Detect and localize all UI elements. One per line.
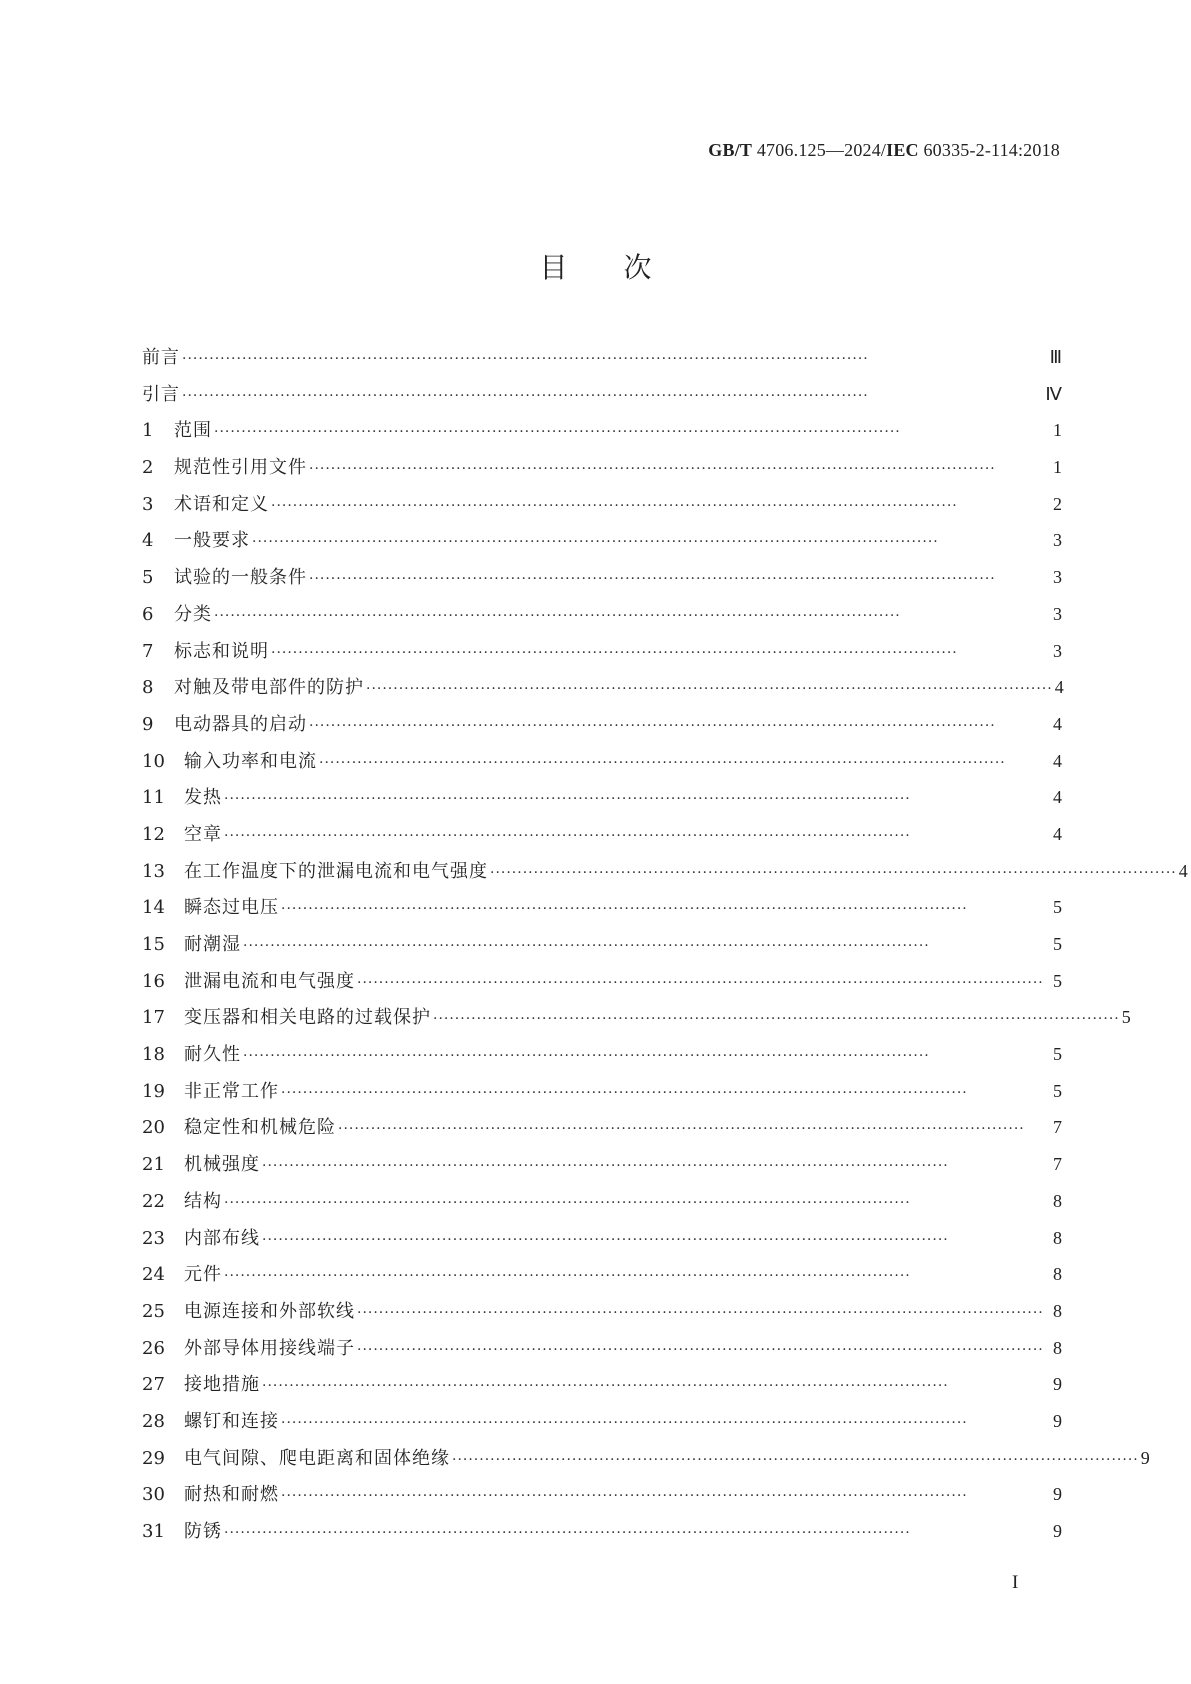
toc-entry[interactable] [142, 779, 1062, 816]
toc-dot-leader: ······························································································································ [214, 424, 901, 441]
toc-dot-leader: ······························································································································ [281, 1084, 968, 1101]
toc-dot-leader: ······························································································································ [224, 1194, 911, 1211]
toc-entry[interactable] [142, 596, 1062, 633]
toc-entry-page: 8 [1053, 1300, 1062, 1321]
toc-entry[interactable] [142, 999, 1131, 1036]
toc-entry[interactable] [142, 449, 1062, 486]
toc-entry[interactable] [142, 1293, 1062, 1330]
toc-entry-page: 3 [1053, 640, 1062, 661]
toc-entry-label: 电气间隙、爬电距离和固体绝缘 [184, 1447, 450, 1469]
toc-entry-page: 4 [1053, 787, 1062, 808]
toc-entry-page: 1 [1053, 420, 1062, 441]
toc-entry-page: 5 [1121, 1007, 1131, 1028]
toc-entry[interactable] [142, 1109, 1062, 1146]
toc-entry-label: 耐潮湿 [184, 934, 241, 955]
toc-dot-leader: ······························································································································ [214, 607, 901, 624]
toc-entry-page: Ⅳ [1045, 383, 1062, 404]
toc-entry[interactable] [142, 706, 1062, 743]
toc-entry-number: 4 [142, 530, 154, 552]
toc-entry-page: 9 [1053, 1410, 1062, 1431]
toc-dot-leader: ······························································································································ [490, 864, 1177, 881]
toc-entry-page: 9 [1053, 1521, 1062, 1541]
toc-entry-number: 19 [142, 1080, 165, 1102]
toc-entry[interactable] [142, 853, 1188, 890]
toc-dot-leader: ······························································································································ [319, 754, 1006, 771]
toc-entry-number: 16 [142, 970, 165, 992]
toc-entry[interactable] [142, 926, 1062, 963]
toc-entry-number: 2 [142, 457, 154, 479]
toc-entry-label: 耐久性 [184, 1044, 241, 1066]
toc-entry[interactable] [142, 633, 1062, 670]
toc-entry[interactable] [142, 1073, 1062, 1110]
toc-entry[interactable] [142, 1403, 1062, 1440]
toc-entry[interactable] [142, 1220, 1062, 1257]
toc-entry-label: 规范性引用文件 [174, 457, 307, 479]
toc-entry[interactable] [142, 1476, 1062, 1513]
table-of-contents [142, 339, 1188, 1550]
toc-dot-leader: ······························································································································ [357, 1341, 1044, 1358]
toc-entry-number: 29 [142, 1447, 165, 1469]
toc-dot-leader: ······························································································································ [271, 644, 958, 661]
toc-entry-label: 瞬态过电压 [184, 897, 279, 919]
toc-entry-number: 24 [142, 1264, 165, 1286]
toc-entry-page: 8 [1053, 1264, 1062, 1285]
toc-entry-label: 空章 [184, 823, 222, 845]
toc-entry-label: 范围 [174, 420, 212, 442]
toc-entry[interactable] [142, 1330, 1062, 1367]
toc-dot-leader: ······························································································································ [262, 1231, 949, 1248]
toc-dot-leader: ······························································································································ [309, 717, 996, 734]
toc-entry-label: 变压器和相关电路的过载保护 [184, 1007, 431, 1029]
toc-entry-label: 螺钉和连接 [184, 1410, 279, 1432]
page-title: 目次 [539, 251, 708, 284]
toc-entry-number: 10 [142, 750, 165, 772]
toc-entry-label: 前言 [142, 347, 180, 368]
toc-entry-page: 5 [1053, 934, 1062, 954]
toc-entry-label: 一般要求 [174, 530, 250, 552]
toc-entry-number: 5 [142, 567, 154, 589]
toc-entry-page: 8 [1053, 1190, 1062, 1211]
toc-dot-leader: ······························································································································ [281, 901, 968, 918]
toc-dot-leader: ······························································································································ [182, 387, 869, 404]
std-iec-number: 60335-2-114:2018 [918, 140, 1060, 160]
toc-entry-label: 非正常工作 [184, 1080, 279, 1102]
toc-entry-label: 防锈 [184, 1521, 222, 1542]
toc-entry-number: 18 [142, 1044, 165, 1066]
toc-entry-label: 泄漏电流和电气强度 [184, 970, 355, 992]
toc-entry[interactable] [142, 963, 1062, 1000]
toc-dot-leader: ······························································································································ [224, 791, 911, 808]
toc-entry-label: 试验的一般条件 [174, 567, 307, 589]
toc-entry-number: 23 [142, 1227, 165, 1249]
toc-entry-page: 7 [1053, 1154, 1062, 1175]
toc-dot-leader: ······························································································································ [338, 1121, 1025, 1138]
toc-entry-page: 4 [1178, 860, 1188, 881]
toc-entry-label: 术语和定义 [174, 493, 269, 515]
toc-entry-number: 30 [142, 1484, 165, 1506]
toc-entry[interactable] [142, 522, 1062, 559]
std-iec-prefix: IEC [886, 140, 919, 160]
std-number: 4706.125—2024/ [752, 140, 887, 160]
toc-dot-leader: ······························································································································ [433, 1011, 1120, 1028]
toc-dot-leader: ······························································································································ [452, 1451, 1139, 1468]
toc-dot-leader: ······························································································································ [366, 681, 1053, 698]
toc-entry[interactable] [142, 743, 1062, 780]
toc-entry-label: 在工作温度下的泄漏电流和电气强度 [184, 860, 488, 882]
toc-entry[interactable] [142, 376, 1062, 413]
toc-dot-leader: ······························································································································ [224, 1525, 911, 1541]
toc-entry-label: 发热 [184, 787, 222, 809]
toc-entry-number: 13 [142, 860, 165, 882]
toc-dot-leader: ······························································································································ [262, 1158, 949, 1175]
toc-entry-label: 耐热和耐燃 [184, 1484, 279, 1506]
toc-dot-leader: ······························································································································ [309, 571, 996, 588]
toc-entry[interactable] [142, 669, 1062, 706]
toc-dot-leader: ······························································································································ [182, 351, 869, 367]
toc-dot-leader: ······························································································································ [357, 1304, 1044, 1321]
toc-entry-number: 6 [142, 603, 154, 625]
toc-entry-label: 输入功率和电流 [184, 750, 317, 772]
toc-entry[interactable] [142, 1513, 1062, 1550]
toc-entry-page: 4 [1053, 713, 1062, 734]
toc-entry-page: Ⅲ [1049, 347, 1062, 367]
toc-entry-label: 电动器具的启动 [174, 713, 307, 735]
toc-entry[interactable] [142, 1366, 1062, 1403]
toc-entry-page: 2 [1053, 493, 1062, 514]
toc-dot-leader: ······························································································································ [281, 1414, 968, 1431]
toc-entry[interactable] [142, 1036, 1062, 1073]
toc-dot-leader: ······························································································································ [243, 938, 930, 954]
toc-entry-label: 引言 [142, 383, 180, 405]
toc-entry-label: 标志和说明 [174, 640, 269, 662]
toc-entry-number: 11 [142, 787, 165, 809]
toc-entry-label: 对触及带电部件的防护 [174, 677, 364, 699]
toc-entry-label: 电源连接和外部软线 [184, 1300, 355, 1322]
toc-entry-page: 5 [1053, 897, 1062, 918]
toc-entry-page: 4 [1053, 823, 1062, 844]
toc-entry-number: 17 [142, 1007, 165, 1029]
toc-entry[interactable] [142, 559, 1062, 596]
toc-entry-page: 5 [1053, 1044, 1062, 1065]
toc-entry-page: 5 [1053, 970, 1062, 991]
toc-dot-leader: ······························································································································ [252, 534, 939, 551]
toc-entry-page: 8 [1053, 1227, 1062, 1248]
toc-entry[interactable] [142, 816, 1062, 853]
toc-entry-number: 28 [142, 1410, 165, 1432]
toc-dot-leader: ······························································································································ [357, 974, 1044, 991]
toc-entry[interactable] [142, 1256, 1062, 1293]
page-number: I [1012, 1572, 1019, 1593]
toc-entry-page: 9 [1053, 1374, 1062, 1395]
toc-entry-page: 4 [1053, 750, 1062, 771]
toc-entry-page: 3 [1053, 603, 1062, 624]
toc-entry-number: 26 [142, 1337, 165, 1359]
toc-dot-leader: ······························································································································ [262, 1378, 949, 1395]
toc-entry-page: 5 [1053, 1080, 1062, 1101]
toc-entry-label: 内部布线 [184, 1227, 260, 1249]
toc-entry-number: 12 [142, 823, 165, 845]
toc-entry-number: 8 [142, 677, 154, 699]
toc-entry-number: 15 [142, 934, 165, 955]
toc-entry-label: 分类 [174, 603, 212, 625]
toc-entry-number: 9 [142, 713, 154, 735]
toc-entry-label: 外部导体用接线端子 [184, 1337, 355, 1359]
toc-entry-label: 元件 [184, 1264, 222, 1286]
toc-entry-number: 20 [142, 1117, 165, 1139]
toc-entry[interactable] [142, 412, 1062, 449]
toc-entry-page: 9 [1053, 1484, 1062, 1505]
toc-dot-leader: ······························································································································ [309, 461, 996, 478]
toc-entry-page: 1 [1053, 457, 1062, 478]
toc-entry-number: 7 [142, 640, 154, 662]
toc-entry-label: 接地措施 [184, 1374, 260, 1396]
toc-entry-number: 31 [142, 1521, 165, 1542]
standard-number-header [708, 140, 1060, 161]
toc-entry-number: 3 [142, 493, 154, 515]
toc-entry-label: 机械强度 [184, 1154, 260, 1176]
toc-entry[interactable] [142, 1146, 1062, 1183]
toc-entry[interactable] [142, 1440, 1150, 1477]
toc-dot-leader: ······························································································································ [224, 1268, 911, 1285]
std-prefix: GB/T [708, 140, 753, 160]
toc-entry-page: 7 [1053, 1117, 1062, 1138]
toc-entry[interactable] [142, 339, 1062, 376]
toc-entry[interactable] [142, 889, 1062, 926]
toc-entry-page: 9 [1140, 1447, 1150, 1468]
toc-dot-leader: ······························································································································ [281, 1488, 968, 1505]
toc-dot-leader: ······························································································································ [271, 497, 958, 514]
toc-entry[interactable] [142, 1183, 1062, 1220]
toc-entry-label: 稳定性和机械危险 [184, 1117, 336, 1139]
toc-entry-number: 25 [142, 1300, 165, 1322]
toc-entry-page: 3 [1053, 567, 1062, 588]
toc-entry-label: 结构 [184, 1190, 222, 1212]
toc-entry-number: 21 [142, 1154, 165, 1176]
toc-entry-number: 14 [142, 897, 165, 919]
toc-dot-leader: ······························································································································ [224, 827, 911, 844]
toc-entry-number: 22 [142, 1190, 165, 1212]
toc-entry-number: 27 [142, 1374, 165, 1396]
toc-entry-number: 1 [142, 420, 154, 442]
toc-entry-page: 3 [1053, 530, 1062, 551]
toc-entry-page: 4 [1054, 677, 1064, 698]
toc-entry-page: 8 [1053, 1337, 1062, 1358]
toc-dot-leader: ······························································································································ [243, 1048, 930, 1065]
toc-entry[interactable] [142, 486, 1062, 523]
